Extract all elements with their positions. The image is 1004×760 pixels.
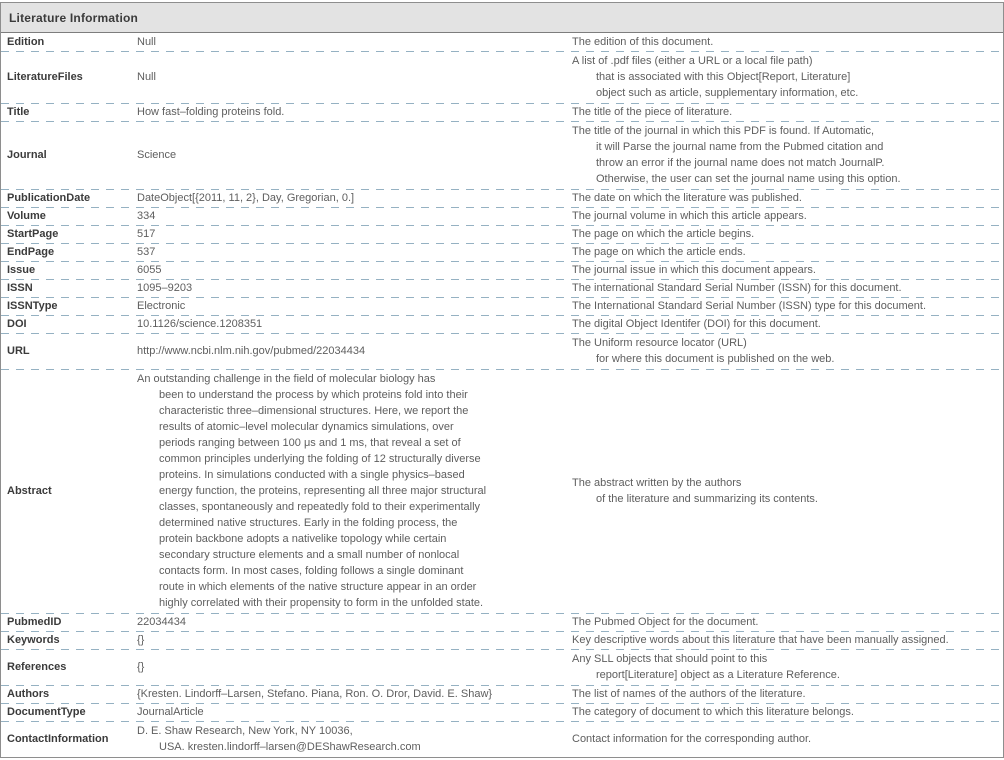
value-line: Electronic — [137, 300, 186, 312]
value-cell — [131, 614, 566, 630]
desc-cell — [566, 651, 1003, 683]
desc-line: The international Standard Serial Number (ISSN) for this document. — [572, 282, 902, 294]
field-cell — [1, 244, 131, 260]
field-line: PubmedID — [7, 616, 62, 628]
field-cell — [1, 190, 131, 206]
field-line: Authors — [7, 688, 50, 700]
desc-line: Contact information for the corresponding author. — [572, 733, 812, 745]
desc-line: Key descriptive words about this literature that have been manually assigned. — [572, 634, 949, 646]
value-line: 517 — [137, 228, 156, 240]
desc-cell — [566, 686, 1003, 702]
value-line: D. E. Shaw Research, New York, NY 10036, — [137, 725, 353, 737]
field-line: Journal — [7, 149, 47, 161]
desc-cell — [566, 316, 1003, 332]
desc-cell — [566, 614, 1003, 630]
field-cell — [1, 371, 131, 611]
desc-cell — [566, 632, 1003, 648]
table-row — [1, 613, 1003, 631]
desc-line: The date on which the literature was published. — [572, 192, 802, 204]
table-row — [1, 225, 1003, 243]
desc-line: of the literature and summarizing its contents. — [596, 493, 818, 505]
value-cell — [131, 34, 566, 50]
value-line: Science — [137, 149, 177, 161]
desc-cell — [566, 208, 1003, 224]
field-cell — [1, 262, 131, 278]
field-line: ContactInformation — [7, 733, 109, 745]
desc-cell — [566, 53, 1003, 101]
table-body — [1, 33, 1003, 757]
value-line: {} — [137, 634, 145, 646]
desc-cell — [566, 335, 1003, 367]
desc-line: that is associated with this Object[Report, Literature] — [596, 71, 851, 83]
desc-line: throw an error if the journal name does not match JournalP. — [596, 157, 885, 169]
value-line: results of atomic–level molecular dynamics simulations, over — [159, 421, 454, 433]
value-line: http://www.ncbi.nlm.nih.gov/pubmed/22034434 — [137, 345, 366, 357]
table-row — [1, 369, 1003, 613]
desc-line: it will Parse the journal name from the Pubmed citation and — [596, 141, 884, 153]
value-line: classes, spontaneously and repeatedly fold to their experimentally — [159, 501, 481, 513]
field-cell — [1, 316, 131, 332]
table-row — [1, 103, 1003, 121]
table-row — [1, 261, 1003, 279]
value-line: characteristic three–dimensional structures. Here, we report the — [159, 405, 469, 417]
table-row — [1, 685, 1003, 703]
value-line: protein backbone adopts a nativelike topology while certain — [159, 533, 447, 545]
value-cell — [131, 123, 566, 187]
field-cell — [1, 123, 131, 187]
value-line: 22034434 — [137, 616, 186, 628]
desc-cell — [566, 244, 1003, 260]
desc-line: Otherwise, the user can set the journal name using this option. — [596, 173, 901, 185]
table-header-bar — [1, 3, 1003, 33]
desc-line: The list of names of the authors of the literature. — [572, 688, 806, 700]
field-cell — [1, 614, 131, 630]
table-row — [1, 243, 1003, 261]
value-cell — [131, 704, 566, 720]
table-row — [1, 189, 1003, 207]
field-line: LiteratureFiles — [7, 71, 83, 83]
table-row — [1, 721, 1003, 757]
field-line: ISSN — [7, 282, 33, 294]
table-row — [1, 51, 1003, 103]
value-line: 6055 — [137, 264, 162, 276]
value-line: secondary structure elements and a small number of nonlocal — [159, 549, 460, 561]
value-cell — [131, 244, 566, 260]
value-line: 537 — [137, 246, 156, 258]
desc-line: The Uniform resource locator (URL) — [572, 337, 747, 349]
table-row — [1, 121, 1003, 189]
desc-line: Any SLL objects that should point to this — [572, 653, 768, 665]
desc-line: The edition of this document. — [572, 36, 714, 48]
value-line: 10.1126/science.1208351 — [137, 318, 263, 330]
value-line: JournalArticle — [137, 706, 204, 718]
field-cell — [1, 208, 131, 224]
desc-cell — [566, 280, 1003, 296]
field-line: Volume — [7, 210, 46, 222]
field-cell — [1, 53, 131, 101]
field-cell — [1, 226, 131, 242]
field-cell — [1, 335, 131, 367]
value-cell — [131, 335, 566, 367]
field-line: ISSNType — [7, 300, 58, 312]
table-row — [1, 279, 1003, 297]
field-line: PublicationDate — [7, 192, 91, 204]
field-cell — [1, 686, 131, 702]
value-cell — [131, 632, 566, 648]
desc-line: The title of the journal in which this PDF is found. If Automatic, — [572, 125, 875, 137]
value-line: {} — [137, 661, 145, 673]
table-row — [1, 703, 1003, 721]
desc-line: The category of document to which this literature belongs. — [572, 706, 854, 718]
desc-line: The journal volume in which this article appears. — [572, 210, 807, 222]
value-line: How fast–folding proteins fold. — [137, 106, 285, 118]
table-row — [1, 297, 1003, 315]
value-line: common principles underlying the folding of 12 structurally diverse — [159, 453, 481, 465]
field-line: Abstract — [7, 485, 52, 497]
field-line: DOI — [7, 318, 27, 330]
field-line: URL — [7, 345, 30, 357]
value-cell — [131, 371, 566, 611]
field-cell — [1, 632, 131, 648]
value-cell — [131, 298, 566, 314]
desc-line: The journal issue in which this document appears. — [572, 264, 816, 276]
value-line: DateObject[{2011, 11, 2}, Day, Gregorian, 0.] — [137, 192, 355, 204]
field-line: StartPage — [7, 228, 59, 240]
table-row — [1, 649, 1003, 685]
value-cell — [131, 723, 566, 755]
desc-line: The title of the piece of literature. — [572, 106, 733, 118]
value-cell — [131, 226, 566, 242]
value-line: {Kresten. Lindorff–Larsen, Stefano. Piana, Ron. O. Dror, David. E. Shaw} — [137, 688, 493, 700]
desc-cell — [566, 704, 1003, 720]
desc-cell — [566, 226, 1003, 242]
desc-line: The Pubmed Object for the document. — [572, 616, 759, 628]
table-row — [1, 333, 1003, 369]
value-line: proteins. In simulations conducted with a single physics–based — [159, 469, 465, 481]
value-line: 334 — [137, 210, 156, 222]
desc-line: The page on which the article begins. — [572, 228, 755, 240]
field-cell — [1, 298, 131, 314]
value-line: highly correlated with their propensity to form in the unfolded state. — [159, 597, 484, 609]
desc-cell — [566, 723, 1003, 755]
value-line: 1095–9203 — [137, 282, 193, 294]
desc-line: The digital Object Identifer (DOI) for this document. — [572, 318, 821, 330]
table-row — [1, 631, 1003, 649]
value-line: energy function, the proteins, representing all three major structural — [159, 485, 487, 497]
field-line: Title — [7, 106, 30, 118]
value-line: An outstanding challenge in the field of molecular biology has — [137, 373, 436, 385]
table-title: Literature Information — [9, 10, 139, 25]
value-cell — [131, 262, 566, 278]
desc-cell — [566, 123, 1003, 187]
value-line: USA. kresten.lindorff–larsen@DEShawResearch.com — [159, 741, 421, 753]
desc-cell — [566, 371, 1003, 611]
desc-line: The abstract written by the authors — [572, 477, 742, 489]
field-line: References — [7, 661, 67, 673]
value-line: periods ranging between 100 μs and 1 ms, that reveal a set of — [159, 437, 461, 449]
value-cell — [131, 208, 566, 224]
field-line: EndPage — [7, 246, 55, 258]
value-cell — [131, 53, 566, 101]
field-line: Issue — [7, 264, 36, 276]
desc-cell — [566, 190, 1003, 206]
desc-cell — [566, 262, 1003, 278]
field-cell — [1, 104, 131, 120]
desc-cell — [566, 298, 1003, 314]
desc-cell — [566, 34, 1003, 50]
desc-line: The International Standard Serial Number (ISSN) type for this document. — [572, 300, 927, 312]
value-cell — [131, 280, 566, 296]
value-line: route in which elements of the native structure appear in an order — [159, 581, 477, 593]
field-cell — [1, 280, 131, 296]
literature-info-table — [0, 2, 1004, 758]
value-cell — [131, 190, 566, 206]
desc-line: for where this document is published on the web. — [596, 353, 835, 365]
value-line: Null — [137, 71, 156, 83]
value-line: determined native structures. Early in the folding process, the — [159, 517, 458, 529]
value-cell — [131, 316, 566, 332]
field-line: Keywords — [7, 634, 60, 646]
value-cell — [131, 651, 566, 683]
desc-line: A list of .pdf files (either a URL or a local file path) — [572, 55, 813, 67]
value-line: contacts form. In most cases, folding follows a single dominant — [159, 565, 464, 577]
desc-cell — [566, 104, 1003, 120]
field-line: Edition — [7, 36, 45, 48]
value-cell — [131, 686, 566, 702]
value-line: Null — [137, 36, 156, 48]
desc-line: report[Literature] object as a Literature Reference. — [596, 669, 840, 681]
value-cell — [131, 104, 566, 120]
table-row — [1, 207, 1003, 225]
field-cell — [1, 723, 131, 755]
field-cell — [1, 704, 131, 720]
field-cell — [1, 651, 131, 683]
field-cell — [1, 34, 131, 50]
desc-line: object such as article, supplementary information, etc. — [596, 87, 859, 99]
value-line: been to understand the process by which proteins fold into their — [159, 389, 468, 401]
table-row — [1, 315, 1003, 333]
field-line: DocumentType — [7, 706, 86, 718]
desc-line: The page on which the article ends. — [572, 246, 746, 258]
table-row — [1, 33, 1003, 51]
